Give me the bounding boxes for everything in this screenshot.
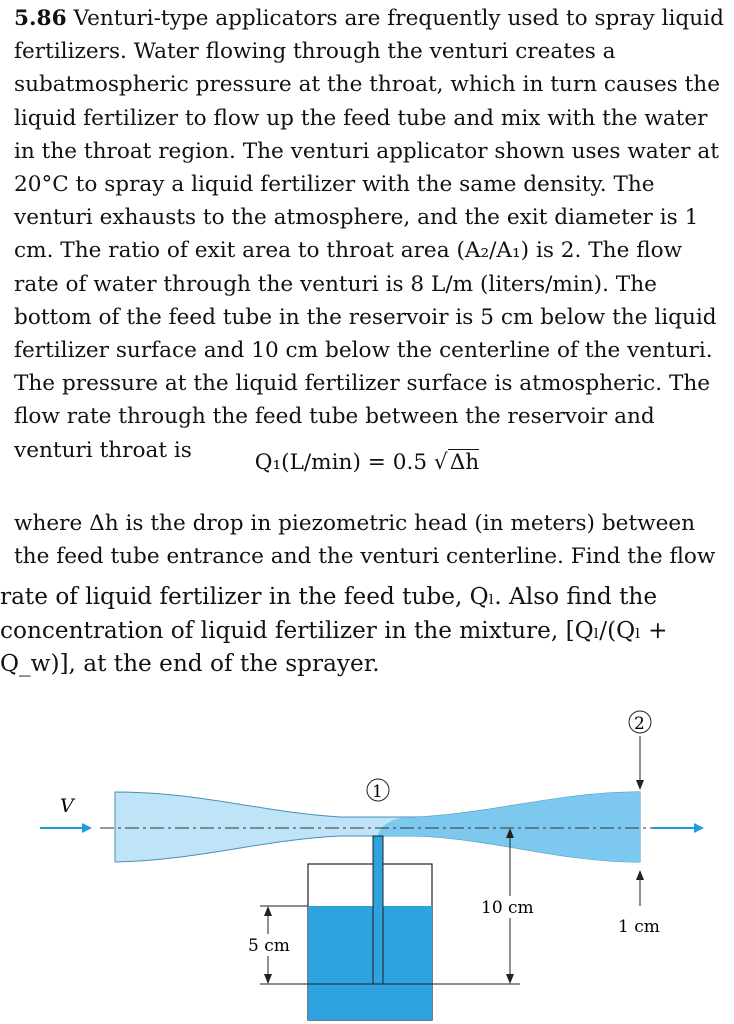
problem-paragraph-3: rate of liquid fertilizer in the feed tube, Qₗ. Also find the concentration of liquid fertilizer in the mixture, [Qₗ/(Qₗ + Q_w)], at the end of the sprayer. — [0, 583, 668, 678]
venturi-diagram — [0, 700, 734, 1024]
inlet-arrow-head — [82, 823, 92, 833]
problem-text-block-3 — [0, 580, 730, 681]
fertilizer-liquid — [308, 906, 432, 1020]
label-1cm: 1 cm — [618, 917, 660, 937]
problem-paragraph-2: where Δh is the drop in piezometric head (in meters) between the feed tube entrance and the venturi centerline. Find the flow — [14, 511, 716, 570]
problem-number: 5.86 — [14, 6, 67, 31]
problem-body: Venturi-type applicators are frequently used to spray liquid fertilizers. Water flowing through the venturi creates a subatmospheric pressure at the throat, which in turn causes the liquid fertilizer to flow up the feed tube and mix with the water in the throat region. The venturi applicator shown uses water at 20°C to spray a liquid fertilizer with the same density. The venturi exhausts to the atmosphere, and the exit diameter is 1 cm. The ratio of exit area to throat area (A₂/A₁) is 2. The flow rate of water through the venturi is 8 L/m (liters/min). The bottom of the feed tube in the reservoir is 5 cm below the liquid fertilizer surface and 10 cm below the centerline of the venturi. The pressure at the liquid fertilizer surface is atmospheric. The flow rate through the feed tube between the reservoir and venturi throat is — [14, 6, 724, 463]
problem-text-block — [14, 2, 726, 467]
section-2-pointer-head — [636, 780, 644, 790]
label-5cm: 5 cm — [248, 936, 290, 956]
label-section-2: 2 — [634, 714, 645, 734]
outlet-arrow-head — [694, 823, 704, 833]
label-10cm: 10 cm — [481, 898, 534, 918]
dim-5cm-bottom-arrow — [264, 974, 272, 984]
problem-text-block-2 — [14, 507, 726, 573]
equation-sqrt-arg: Δh — [449, 450, 480, 475]
dim-5cm-top-arrow — [264, 906, 272, 916]
label-velocity: V — [60, 795, 74, 817]
exit-diameter-pointer-head — [636, 870, 644, 880]
equation-lhs: Q₁(L/min) = 0.5 — [254, 450, 428, 475]
mixture-region — [378, 792, 640, 862]
dim-10cm-bottom-arrow — [506, 974, 514, 984]
flow-equation: Q₁(L/min) = 0.5 √Δh — [254, 450, 480, 475]
feed-tube — [373, 836, 383, 984]
problem-paragraph-1 — [14, 2, 726, 467]
label-section-1: 1 — [372, 782, 383, 802]
